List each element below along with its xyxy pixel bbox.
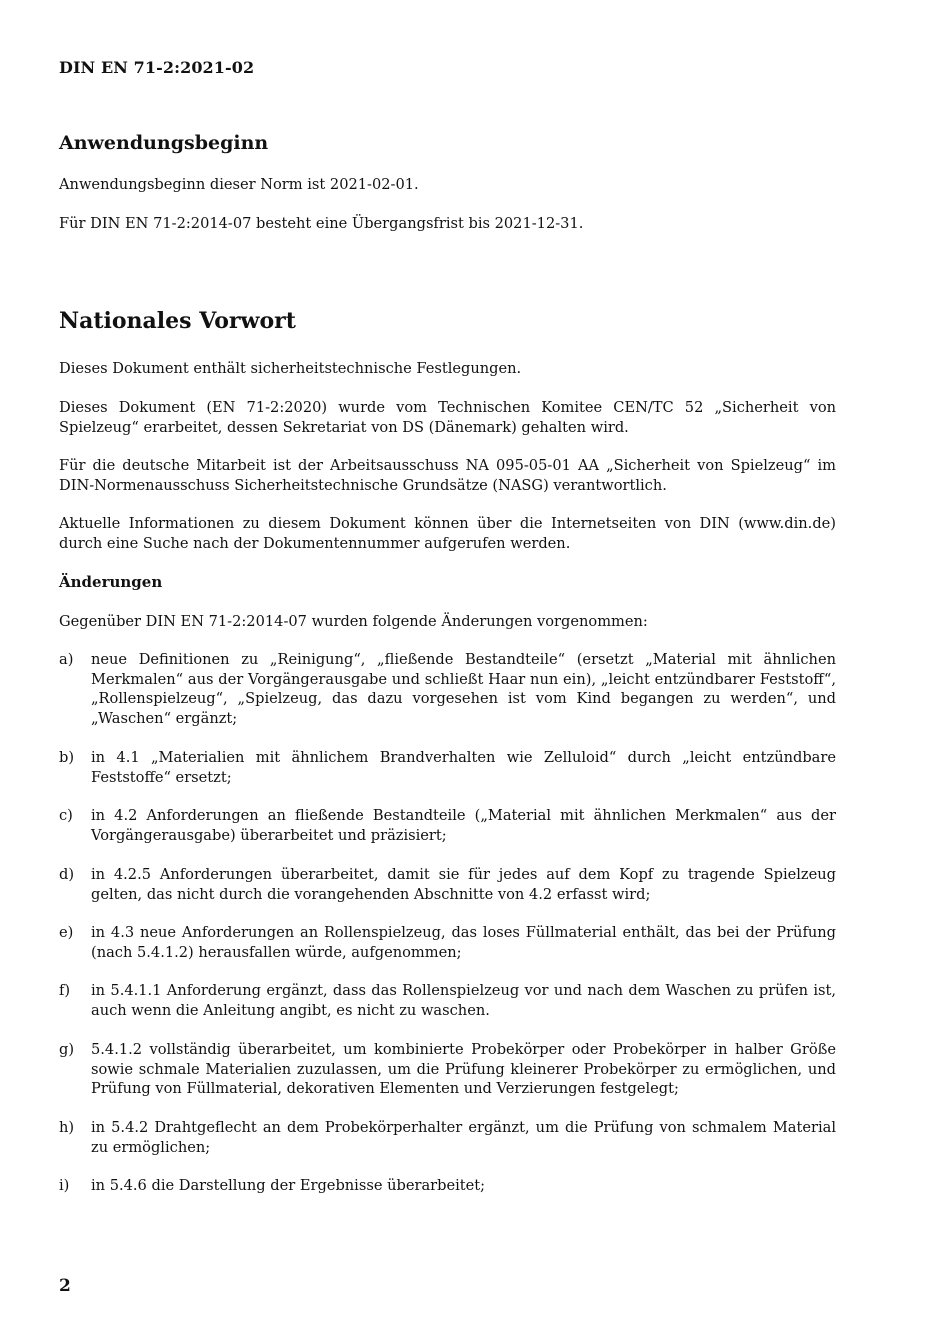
list-item-text: in 5.4.1.1 Anforderung ergänzt, dass das Rollenspielzeug vor und nach dem Waschen zu prüfen ist, auch wenn die Anleitung angibt, es nicht zu waschen.: [91, 982, 836, 1019]
paragraph-safety-provisions: Dieses Dokument enthält sicherheitstechnische Festlegungen.: [59, 360, 522, 377]
list-marker: h): [59, 1119, 75, 1136]
paragraph-german-working-group: Für die deutsche Mitarbeit ist der Arbeitsausschuss NA 095-05-01 AA „Sicherheit von Spielzeug“ im DIN-Normenausschuss Sicherheitstechnische Grundsätze (NASG) verantwortlich.: [59, 457, 836, 494]
list-item-text: in 4.2 Anforderungen an fließende Bestandteile („Material mit ähnlichen Merkmalen“ aus der Vorgängerausgabe) überarbeitet und präzisiert;: [91, 807, 836, 844]
heading-aenderungen: Änderungen: [59, 573, 163, 591]
list-marker: a): [59, 651, 74, 668]
list-item-text: in 5.4.2 Drahtgeflecht an dem Probekörperhalter ergänzt, um die Prüfung von schmalem Material zu ermöglichen;: [91, 1119, 836, 1156]
list-marker: g): [59, 1041, 75, 1058]
list-item-text: in 5.4.6 die Darstellung der Ergebnisse überarbeitet;: [91, 1177, 486, 1194]
list-item: [59, 865, 836, 904]
list-item-text: in 4.2.5 Anforderungen überarbeitet, damit sie für jedes auf dem Kopf zu tragende Spielzeug gelten, das nicht durch die vorangehenden Abschnitte von 4.2 erfasst wird;: [91, 866, 836, 903]
paragraph-transition-period: Für DIN EN 71-2:2014-07 besteht eine Übergangsfrist bis 2021-12-31.: [59, 215, 584, 232]
page-number: 2: [59, 1276, 71, 1296]
list-item: [59, 650, 836, 728]
list-item-text: in 4.3 neue Anforderungen an Rollenspielzeug, das loses Füllmaterial enthält, das bei der Prüfung (nach 5.4.1.2) herausfallen würde, aufgenommen;: [91, 924, 836, 961]
paragraph-committee: Dieses Dokument (EN 71-2:2020) wurde vom Technischen Komitee CEN/TC 52 „Sicherheit von Spielzeug“ erarbeitet, dessen Sekretariat von DS (Dänemark) gehalten wird.: [59, 399, 836, 436]
heading-nationales-vorwort: Nationales Vorwort: [59, 308, 296, 334]
paragraph-current-information: Aktuelle Informationen zu diesem Dokument können über die Internetseiten von DIN (www.din.de) durch eine Suche nach der Dokumentennummer aufgerufen werden.: [59, 515, 836, 552]
list-item: [59, 748, 836, 787]
list-item: [59, 981, 836, 1020]
heading-anwendungsbeginn: Anwendungsbeginn: [59, 132, 269, 154]
list-item: [59, 923, 836, 962]
document-id: DIN EN 71-2:2021-02: [59, 58, 255, 77]
list-item-text: neue Definitionen zu „Reinigung“, „fließende Bestandteile“ (ersetzt „Material mit ähnlichen Merkmalen“ aus der Vorgängerausgabe und schließt Haar nun ein), „leicht entzündbarer Feststoff“, „Rollenspielzeug“, „Spielzeug, das dazu vorgesehen ist vom Kind begangen zu werden“, und „Waschen“ ergänzt;: [91, 651, 836, 727]
list-item: [59, 806, 836, 845]
list-marker: c): [59, 807, 73, 824]
list-marker: e): [59, 924, 74, 941]
list-item: [59, 1118, 836, 1157]
list-item: [59, 1176, 836, 1196]
list-item-text: 5.4.1.2 vollständig überarbeitet, um kombinierte Probekörper oder Probekörper in halber Größe sowie schmale Materialien zuzulassen, um die Prüfung kleinerer Probekörper zu ermöglichen, und Prüfung von Füllmaterial, dekorativen Elementen und Verzierungen festgelegt;: [91, 1041, 836, 1097]
list-marker: b): [59, 749, 75, 766]
list-marker: f): [59, 982, 71, 999]
list-marker: i): [59, 1177, 70, 1194]
list-item-text: in 4.1 „Materialien mit ähnlichem Brandverhalten wie Zelluloid“ durch „leicht entzündbare Feststoffe“ ersetzt;: [91, 749, 836, 786]
paragraph-anwendungsbeginn-date: Anwendungsbeginn dieser Norm ist 2021-02-01.: [59, 176, 419, 193]
list-item: [59, 1040, 836, 1099]
document-page: [59, 0, 836, 1343]
list-marker: d): [59, 866, 75, 883]
paragraph-changes-intro: Gegenüber DIN EN 71-2:2014-07 wurden folgende Änderungen vorgenommen:: [59, 613, 648, 630]
